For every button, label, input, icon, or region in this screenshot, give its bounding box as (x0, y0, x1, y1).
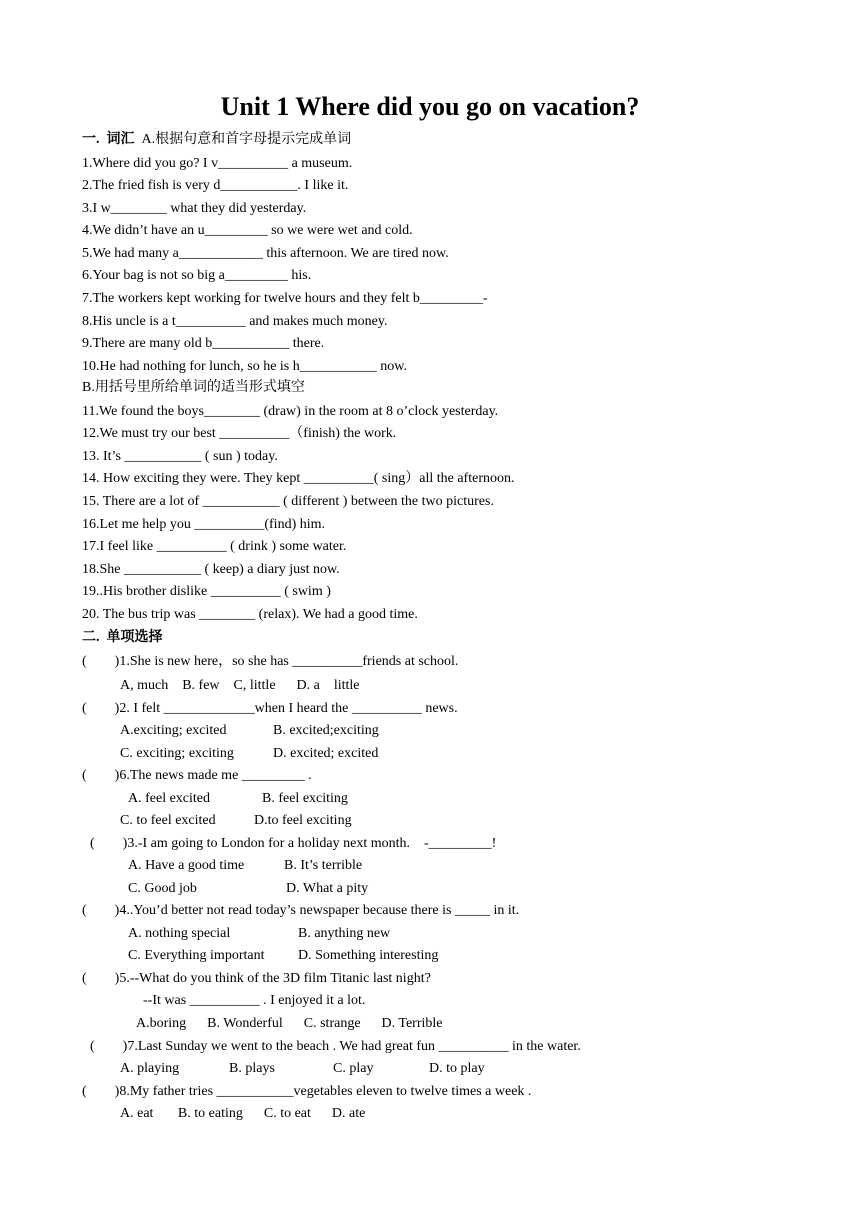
form-item-16: 16.Let me help you __________(find) him. (82, 517, 326, 532)
form-item-11: 11.We found the boys________ (draw) in the room at 8 o’clock yesterday. (82, 404, 499, 419)
mc-option-4d: D. Something interesting (298, 948, 439, 963)
form-item-13: 13. It’s ___________ ( sun ) today. (82, 449, 278, 464)
question-text: 8.My father tries ___________vegetables eleven to twelve times a week . (119, 1084, 532, 1099)
mc-option-4a: A. nothing special (128, 926, 231, 941)
page-title: Unit 1 Where did you go on vacation? (220, 92, 640, 121)
mc-question-2 (82, 700, 458, 718)
vocab-item-2: 2.The fried fish is very d___________. I like it. (82, 178, 349, 193)
form-item-19: 19..His brother dislike __________ ( swim ) (82, 584, 331, 599)
mc-question-3 (90, 835, 496, 853)
section1-heading (82, 131, 351, 149)
mc-option-2d: D. excited; excited (273, 746, 379, 761)
mc-option-2c: C. exciting; exciting (120, 746, 234, 761)
vocab-item-1: 1.Where did you go? I v__________ a museum. (82, 156, 353, 171)
answer-paren: ( ) (82, 701, 120, 716)
mc-option-7c: C. play (333, 1061, 374, 1076)
answer-paren: ( ) (90, 836, 128, 851)
question-text: 2. I felt _____________when I heard the __________ news. (119, 701, 458, 716)
mc-question-5 (82, 970, 431, 988)
section1-heading-text: 词汇 (106, 132, 135, 147)
answer-paren: ( ) (82, 654, 120, 669)
mc-option-3a: A. Have a good time (128, 858, 245, 873)
mc-options-8: A. eat B. to eating C. to eat D. ate (120, 1106, 366, 1121)
vocab-item-6: 6.Your bag is not so big a_________ his. (82, 268, 312, 283)
mc-option-6a: A. feel excited (128, 791, 211, 806)
answer-paren: ( ) (90, 1039, 128, 1054)
answer-paren: ( ) (82, 903, 120, 918)
question-text: 3.-I am going to London for a holiday next month. -_________! (127, 836, 497, 851)
mc-option-2a: A.exciting; excited (120, 723, 227, 738)
mc-option-7d: D. to play (429, 1061, 485, 1076)
section1-heading-num: 一. (82, 132, 100, 147)
mc-option-4c: C. Everything important (128, 948, 265, 963)
vocab-item-9: 9.There are many old b___________ there. (82, 336, 325, 351)
form-item-18: 18.She ___________ ( keep) a diary just now. (82, 562, 340, 577)
vocab-item-4: 4.We didn’t have an u_________ so we were wet and cold. (82, 223, 413, 238)
form-item-15: 15. There are a lot of ___________ ( different ) between the two pictures. (82, 494, 494, 509)
mc-option-7b: B. plays (229, 1061, 275, 1076)
section2-heading-num: 二. (82, 630, 100, 645)
question-text: 1.She is new here，so she has __________friends at school. (119, 654, 459, 669)
mc-options-5: A.boring B. Wonderful C. strange D. Terrible (136, 1016, 443, 1031)
mc-option-3c: C. Good job (128, 881, 197, 896)
mc-option-3d: D. What a pity (286, 881, 369, 896)
mc-option-4b: B. anything new (298, 926, 391, 941)
vocab-item-3: 3.I w________ what they did yesterday. (82, 201, 307, 216)
mc-option-6b: B. feel exciting (262, 791, 348, 806)
mc-question-4 (82, 902, 519, 920)
answer-paren: ( ) (82, 971, 120, 986)
question-text: 7.Last Sunday we went to the beach . We had great fun __________ in the water. (127, 1039, 581, 1054)
form-item-20: 20. The bus trip was ________ (relax). We had a good time. (82, 607, 418, 622)
vocab-item-10: 10.He had nothing for lunch, so he is h___________ now. (82, 359, 407, 374)
mc-question-5-reply: --It was __________ . I enjoyed it a lot. (143, 993, 366, 1008)
mc-question-1 (82, 653, 458, 671)
answer-paren: ( ) (82, 768, 120, 783)
answer-paren: ( ) (82, 1084, 120, 1099)
question-text: 4..You’d better not read today’s newspaper because there is _____ in it. (119, 903, 520, 918)
section1-partB-label: B.用括号里所给单词的适当形式填空 (82, 380, 305, 395)
mc-option-6c: C. to feel excited (120, 813, 216, 828)
mc-question-7 (90, 1038, 581, 1056)
mc-option-3b: B. It’s terrible (284, 858, 363, 873)
form-item-14: 14. How exciting they were. They kept __________( sing）all the afternoon. (82, 471, 515, 486)
section2-heading-text: 单项选择 (106, 630, 163, 645)
section1-partA-label: A.根据句意和首字母提示完成单词 (141, 132, 352, 147)
mc-question-8 (82, 1083, 531, 1101)
question-text: 5.--What do you think of the 3D film Titanic last night? (119, 971, 431, 986)
mc-option-6d: D.to feel exciting (254, 813, 352, 828)
vocab-item-8: 8.His uncle is a t__________ and makes much money. (82, 314, 388, 329)
section2-heading (82, 629, 163, 647)
mc-options-1: A, much B. few C, little D. a little (120, 678, 360, 693)
form-item-17: 17.I feel like __________ ( drink ) some water. (82, 539, 347, 554)
mc-option-7a: A. playing (120, 1061, 180, 1076)
vocab-item-7: 7.The workers kept working for twelve hours and they felt b_________- (82, 291, 488, 306)
mc-option-2b: B. excited;exciting (273, 723, 379, 738)
question-text: 6.The news made me _________ . (119, 768, 312, 783)
form-item-12: 12.We must try our best __________（finish) the work. (82, 426, 397, 441)
mc-question-6 (82, 767, 312, 785)
vocab-item-5: 5.We had many a____________ this afternoon. We are tired now. (82, 246, 449, 261)
